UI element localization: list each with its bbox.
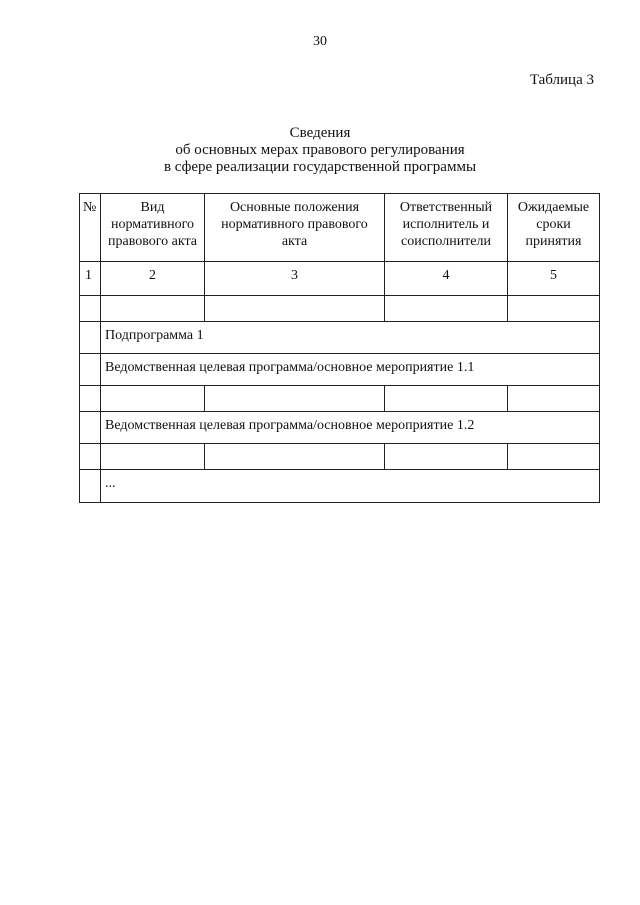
program-row-1-2: [80, 412, 600, 444]
header-number: №: [80, 194, 101, 262]
column-number-1: 1: [80, 262, 101, 296]
legal-measures-table: [79, 193, 600, 503]
continuation-row: [80, 470, 600, 503]
header-responsible: Ответственный исполнитель и соисполнители: [385, 194, 508, 262]
column-number-4: 4: [385, 262, 508, 296]
column-number-3: 3: [205, 262, 385, 296]
empty-cell: [385, 444, 508, 470]
empty-cell: [80, 354, 101, 386]
empty-cell: [80, 296, 101, 322]
empty-cell: [385, 296, 508, 322]
empty-cell: [80, 412, 101, 444]
empty-cell: [80, 386, 101, 412]
empty-row: [80, 386, 600, 412]
column-numbers-row: [80, 262, 600, 296]
empty-cell: [101, 444, 205, 470]
table-label: Таблица 3: [529, 72, 594, 88]
empty-cell: [80, 470, 101, 503]
title-line-3: в сфере реализации государственной программы: [163, 159, 477, 175]
empty-cell: [385, 386, 508, 412]
table-header-row: [80, 194, 600, 262]
document-title: [0, 125, 640, 176]
empty-cell: [205, 296, 385, 322]
empty-cell: [508, 296, 600, 322]
program-row-1-1: [80, 354, 600, 386]
empty-row: [80, 444, 600, 470]
empty-cell: [205, 444, 385, 470]
empty-cell: [101, 386, 205, 412]
empty-cell: [508, 386, 600, 412]
header-main-provisions: Основные положения нормативного правового акта: [205, 194, 385, 262]
empty-cell: [80, 322, 101, 354]
column-number-2: 2: [101, 262, 205, 296]
subprogram-title: Подпрограмма 1: [101, 322, 600, 354]
subprogram-row: [80, 322, 600, 354]
empty-cell: [205, 386, 385, 412]
program-title-1-1: Ведомственная целевая программа/основное мероприятие 1.1: [101, 354, 600, 386]
header-act-type: Вид нормативного правового акта: [101, 194, 205, 262]
empty-cell: [80, 444, 101, 470]
title-line-2: об основных мерах правового регулирования: [175, 142, 465, 158]
empty-cell: [508, 444, 600, 470]
column-number-5: 5: [508, 262, 600, 296]
page-number: 30: [313, 34, 327, 49]
empty-row: [80, 296, 600, 322]
title-line-1: Сведения: [289, 125, 351, 141]
program-title-1-2: Ведомственная целевая программа/основное мероприятие 1.2: [101, 412, 600, 444]
header-expected-dates: Ожидаемые сроки принятия: [508, 194, 600, 262]
empty-cell: [101, 296, 205, 322]
continuation-ellipsis: ...: [101, 470, 600, 503]
